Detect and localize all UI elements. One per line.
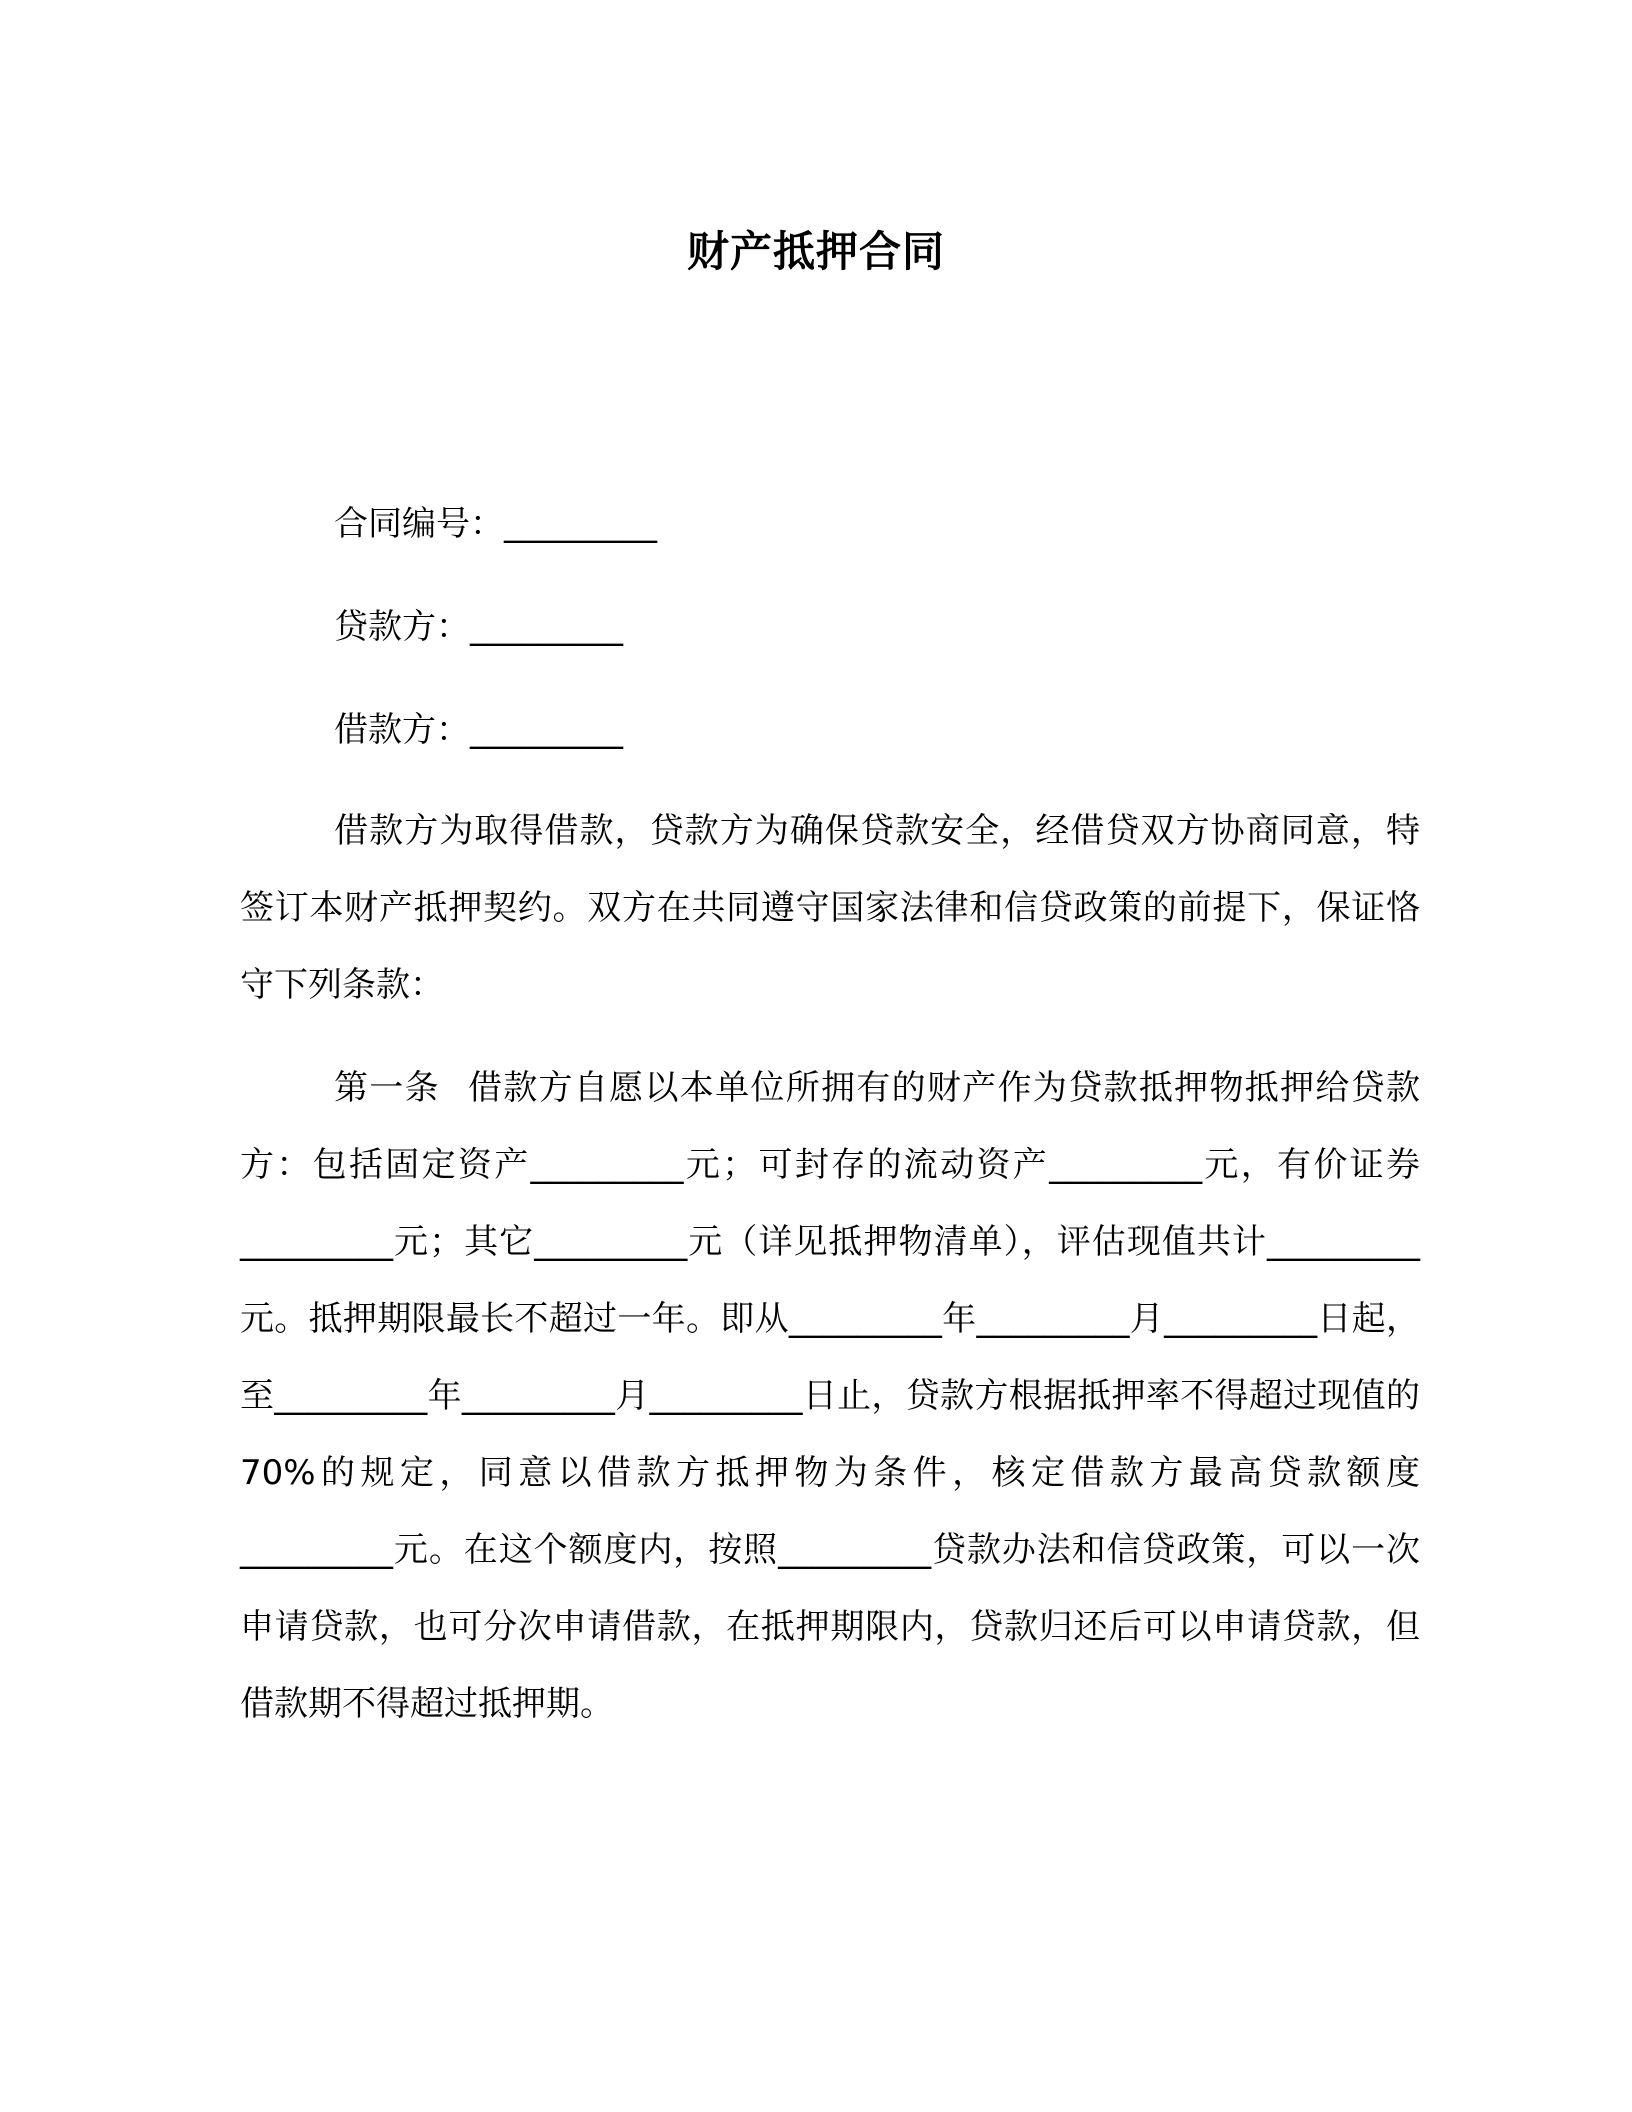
document-title: 财产抵押合同	[686, 227, 945, 276]
borrower-field: 借款方：_________	[334, 710, 623, 750]
article-1-label: 第一条	[334, 1068, 440, 1108]
article-1-paragraph	[240, 1050, 1420, 1743]
article-1-text: 借款方自愿以本单位所拥有的财产作为贷款抵押物抵押给贷款方：包括固定资产_________元；可封存的流动资产_________元，有价证券_________元；其它_________元（详见抵押物清单），评估现值共计_________元。抵押期限最长不超过一年。即从_________年_________月_________日起，至_________年_________月_________日止，贷款方根据抵押率不得超过现值的 70%的规定，同意以借款方抵押物为条件，核定借款方最高贷款额度_________元。在这个额度内，按照_________贷款办法和信贷政策，可以一次申请贷款，也可分次申请借款，在抵押期限内，贷款归还后可以申请贷款，但借款期不得超过抵押期。	[240, 1068, 1421, 1724]
contract-number-field: 合同编号：_________	[334, 504, 657, 544]
lender-field: 贷款方：_________	[334, 607, 623, 647]
intro-paragraph: 借款方为取得借款，贷款方为确保贷款安全，经借贷双方协商同意，特签订本财产抵押契约。双方在共同遵守国家法律和信贷政策的前提下，保证恪守下列条款：	[240, 811, 1420, 1005]
